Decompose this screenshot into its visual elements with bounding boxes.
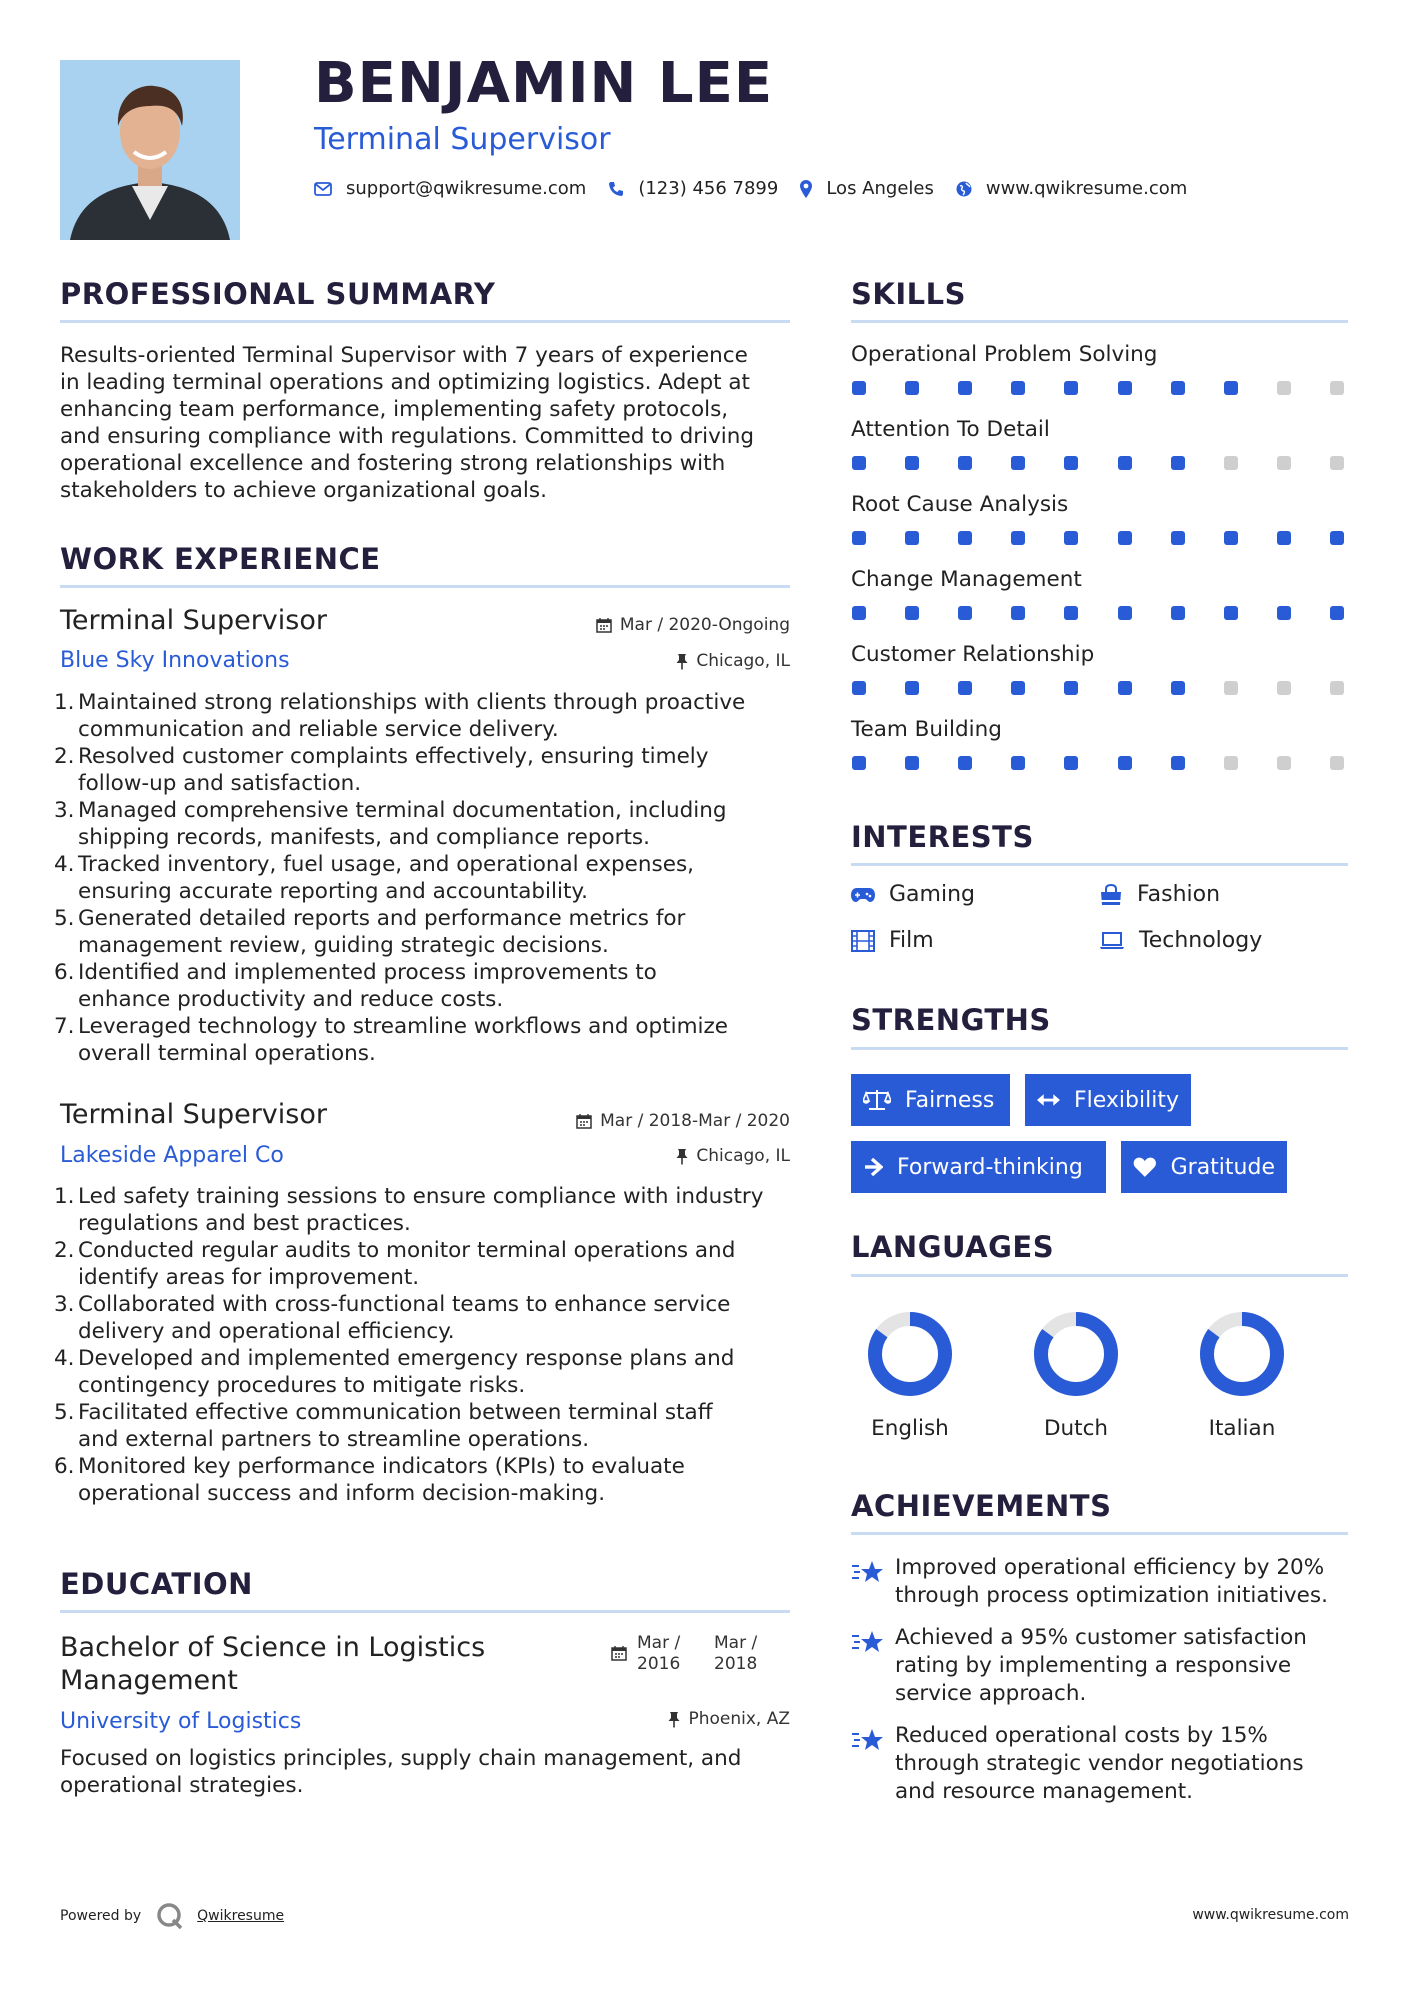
rating-dot-filled [1064,531,1078,545]
rating-dot-filled [1277,606,1291,620]
rating-dot-filled [1118,756,1132,770]
star-burst-icon [851,1726,885,1756]
rating-dot-filled [1171,456,1185,470]
skill-name: Operational Problem Solving [851,342,1158,367]
skill-name: Root Cause Analysis [851,492,1069,517]
job-dates [520,1111,790,1131]
education-start: Mar / 2016 [637,1633,681,1674]
skill-rating [852,606,1344,620]
skill-rating [852,681,1344,695]
work-heading: WORK EXPERIENCE [60,542,381,576]
rating-dot-filled [958,456,972,470]
job-dates-text: Mar / 2018-Mar / 2020 [600,1111,790,1131]
rating-dot-filled [1171,681,1185,695]
achievement-item: Improved operational efficiency by 20% through process optimization initiatives. [851,1554,1328,1610]
list-item: 3. Managed comprehensive terminal documentation, including shipping records, manifests, and compliance reports. [54,798,727,850]
location-text: Los Angeles [826,178,934,199]
rating-dot-filled [1171,381,1185,395]
rating-dot-filled [1118,531,1132,545]
footer-brand-link[interactable]: Qwikresume [197,1908,285,1924]
website-text: www.qwikresume.com [985,178,1188,199]
achievements-divider [851,1532,1348,1535]
rating-dot-empty [1330,381,1344,395]
job-location-text: Chicago, IL [696,1146,790,1166]
job-bullets [54,1183,800,1507]
interests-heading: INTERESTS [851,820,1034,854]
strengths-divider [851,1047,1348,1050]
rating-dot-filled [1011,531,1025,545]
list-item: 7. Leveraged technology to streamline workflows and optimize overall terminal operations. [54,1014,729,1066]
rating-dot-empty [1277,381,1291,395]
heart-icon [1133,1156,1157,1178]
rating-dot-filled [1224,606,1238,620]
education-heading: EDUCATION [60,1567,253,1601]
languages-heading: LANGUAGES [851,1230,1055,1264]
language-donut [860,1304,960,1404]
skill-rating [852,381,1344,395]
rating-dot-filled [1064,756,1078,770]
rating-dot-filled [1064,606,1078,620]
arrow-right-icon [863,1157,883,1177]
achievements-heading: ACHIEVEMENTS [851,1489,1112,1523]
list-item: 6. Monitored key performance indicators (KPIs) to evaluate operational success and inform decision-making. [54,1454,685,1506]
gamepad-icon [851,887,875,903]
interest-technology: Technology [1099,928,1262,953]
skills-heading: SKILLS [851,277,966,311]
calendar-icon [576,1113,592,1129]
list-item: 1. Led safety training sessions to ensure compliance with industry regulations and best practices. [54,1184,764,1236]
rating-dot-filled [1118,456,1132,470]
contact-email[interactable] [314,178,586,199]
rating-dot-filled [852,681,866,695]
education-end: Mar / 2018 [714,1633,758,1674]
job-company[interactable]: Blue Sky Innovations [60,648,290,673]
rating-dot-filled [958,606,972,620]
contact-phone[interactable] [608,178,778,199]
rating-dot-filled [852,606,866,620]
job-title: Terminal Supervisor [60,605,327,636]
list-item: 2. Resolved customer complaints effectively, ensuring timely follow-up and satisfaction. [54,744,709,796]
job-title: Terminal Supervisor [60,1099,327,1130]
calendar-icon [596,617,612,633]
job-bullets [54,689,800,1067]
email-text: support@qwikresume.com [346,178,587,199]
summary-line: operational excellence and fostering strong relationships with [60,451,726,476]
rating-dot-filled [1171,531,1185,545]
list-item: 4. Developed and implemented emergency response plans and contingency procedures to mitigate risks. [54,1346,735,1398]
language-donut [1026,1304,1126,1404]
rating-dot-filled [1118,681,1132,695]
list-item: 6. Identified and implemented process improvements to enhance productivity and reduce costs. [54,960,657,1012]
summary-line: in leading terminal operations and optimizing logistics. Adept at [60,370,750,395]
rating-dot-filled [1064,681,1078,695]
rating-dot-filled [1118,606,1132,620]
map-pin-icon [800,180,812,198]
interest-fashion: Fashion [1099,882,1220,907]
skills-divider [851,320,1348,323]
rating-dot-filled [852,381,866,395]
rating-dot-filled [852,756,866,770]
film-icon [851,930,875,952]
rating-dot-filled [1064,456,1078,470]
rating-dot-empty [1330,456,1344,470]
phone-text: (123) 456 7899 [638,178,779,199]
rating-dot-empty [1224,456,1238,470]
rating-dot-filled [905,756,919,770]
rating-dot-empty [1277,456,1291,470]
strength-badge-gratitude: Gratitude [1121,1141,1287,1193]
rating-dot-filled [852,531,866,545]
strengths-heading: STRENGTHS [851,1003,1051,1037]
list-item: 1. Maintained strong relationships with clients through proactive communication and reliable service delivery. [54,690,746,742]
list-item: 5. Facilitated effective communication between terminal staff and external partners to streamline operations. [54,1400,713,1452]
job-location [540,1146,790,1166]
star-burst-icon [851,1628,885,1658]
skill-name: Change Management [851,567,1082,592]
rating-dot-filled [905,531,919,545]
list-item: 4. Tracked inventory, fuel usage, and operational expenses, ensuring accurate reporting and accountability. [54,852,695,904]
degree-title: Bachelor of Science in Logistics Management [60,1632,486,1696]
pushpin-icon [676,1148,688,1165]
strength-badge-forward-thinking: Forward-thinking [851,1141,1106,1193]
rating-dot-filled [1224,531,1238,545]
rating-dot-filled [1011,756,1025,770]
interest-gaming: Gaming [851,882,975,907]
strength-badge-fairness: Fairness [851,1074,1010,1126]
job-dates [540,615,790,635]
achievement-item: Reduced operational costs by 15% through strategic vendor negotiations and resource management. [851,1722,1304,1806]
work-divider [60,585,790,588]
arrows-horizontal-icon [1037,1093,1060,1107]
rating-dot-filled [905,681,919,695]
contact-website[interactable] [956,178,1187,199]
rating-dot-filled [905,381,919,395]
strength-badge-flexibility: Flexibility [1025,1074,1191,1126]
candidate-name: BENJAMIN LEE [314,51,774,116]
contact-location [800,178,934,199]
language-name: Dutch [1043,1416,1109,1441]
summary-line: and ensuring compliance with regulations. Committed to driving [60,424,755,449]
skill-name: Customer Relationship [851,642,1095,667]
languages-divider [851,1274,1348,1277]
job-dates-text: Mar / 2020-Ongoing [619,615,790,635]
rating-dot-filled [1171,606,1185,620]
skill-rating [852,756,1344,770]
rating-dot-filled [852,456,866,470]
balance-scale-icon [863,1088,891,1112]
rating-dot-filled [905,456,919,470]
language-name: English [871,1416,949,1441]
pushpin-icon [676,653,688,670]
job-location-text: Chicago, IL [696,651,790,671]
rating-dot-filled [958,681,972,695]
phone-icon [608,181,624,197]
rating-dot-filled [958,381,972,395]
rating-dot-filled [1011,456,1025,470]
star-burst-icon [851,1558,885,1588]
rating-dot-filled [1011,381,1025,395]
summary-divider [60,320,790,323]
school-name[interactable]: University of Logistics [60,1709,302,1734]
rating-dot-filled [1330,531,1344,545]
rating-dot-filled [1011,681,1025,695]
globe-icon [956,181,972,197]
rating-dot-filled [1330,606,1344,620]
footer-powered-by: Powered by Qwikresume [60,1902,284,1930]
profile-photo [60,60,240,240]
rating-dot-filled [1064,381,1078,395]
summary-line: stakeholders to achieve organizational goals. [60,478,547,503]
language-donut [1192,1304,1292,1404]
list-item: 2. Conducted regular audits to monitor terminal operations and identify areas for improvement. [54,1238,736,1290]
interests-divider [851,863,1348,866]
skill-rating [852,531,1344,545]
rating-dot-filled [958,531,972,545]
language-name: Italian [1208,1416,1276,1441]
interest-film: Film [851,928,934,953]
skill-rating [852,456,1344,470]
list-item: 5. Generated detailed reports and performance metrics for management review, guiding strategic decisions. [54,906,686,958]
summary-line: enhancing team performance, implementing safety protocols, [60,397,729,422]
contact-bar [314,178,1209,199]
rating-dot-empty [1224,681,1238,695]
summary-line: Results-oriented Terminal Supervisor with 7 years of experience [60,343,748,368]
achievement-item: Achieved a 95% customer satisfaction rating by implementing a responsive service approach. [851,1624,1307,1708]
footer-url[interactable]: www.qwikresume.com [1192,1907,1349,1923]
rating-dot-filled [1171,756,1185,770]
shopping-bag-icon [1099,884,1123,906]
rating-dot-filled [1277,531,1291,545]
rating-dot-empty [1277,681,1291,695]
rating-dot-filled [1011,606,1025,620]
qwikresume-logo-icon [155,1902,185,1930]
pushpin-icon [668,1711,680,1728]
rating-dot-empty [1277,756,1291,770]
skill-name: Team Building [851,717,1002,742]
skill-name: Attention To Detail [851,417,1050,442]
candidate-title: Terminal Supervisor [314,122,611,157]
rating-dot-filled [905,606,919,620]
rating-dot-empty [1330,681,1344,695]
rating-dot-filled [958,756,972,770]
calendar-icon [611,1645,627,1665]
rating-dot-empty [1224,756,1238,770]
education-location: Phoenix, AZ [540,1709,790,1729]
rating-dot-filled [1118,381,1132,395]
rating-dot-empty [1330,756,1344,770]
laptop-icon [1099,932,1125,950]
summary-heading: PROFESSIONAL SUMMARY [60,277,496,311]
rating-dot-filled [1224,381,1238,395]
education-divider [60,1610,790,1613]
envelope-icon [314,182,332,196]
summary-text [60,342,800,504]
job-company[interactable]: Lakeside Apparel Co [60,1143,284,1168]
job-location [540,651,790,671]
list-item: 3. Collaborated with cross-functional teams to enhance service delivery and operational efficiency. [54,1292,731,1344]
education-description: Focused on logistics principles, supply chain management, and operational strategies. [60,1746,742,1798]
